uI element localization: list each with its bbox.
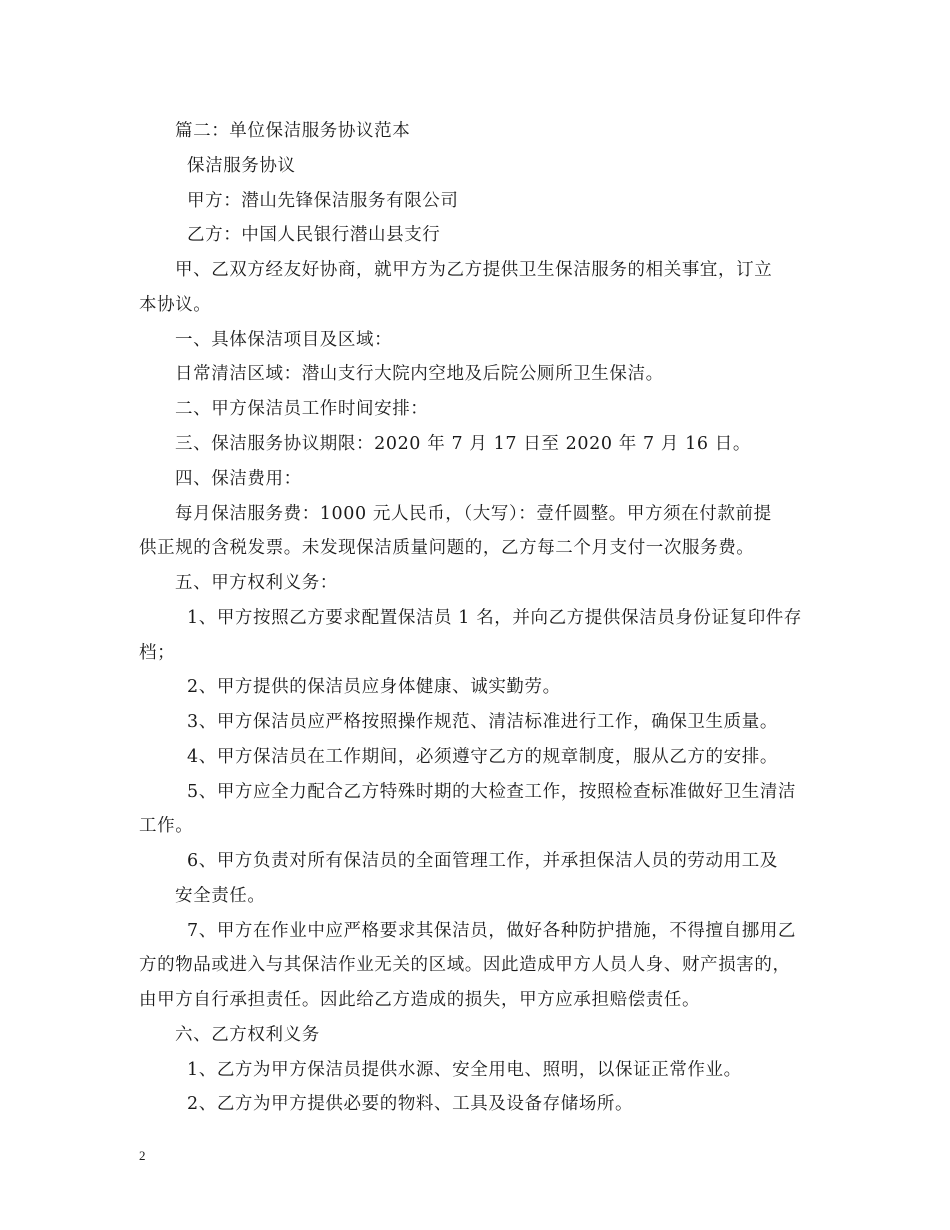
item-5-7-line-1: 7、甲方在作业中应严格要求其保洁员，做好各种防护措施，不得擅自挪用乙 bbox=[187, 921, 797, 941]
clause-6-heading: 六、乙方权利义务 bbox=[175, 1025, 320, 1045]
clause-3-text: 三、保洁服务协议期限：2020 年 7 月 17 日至 2020 年 7 月 16 日。 bbox=[175, 434, 751, 454]
clause-1-text: 日常清洁区域：潜山支行大院内空地及后院公厕所卫生保洁。 bbox=[175, 364, 664, 384]
clause-4-heading: 四、保洁费用： bbox=[175, 469, 302, 489]
item-6-2: 2、乙方为甲方提供必要的物料、工具及设备存储场所。 bbox=[187, 1094, 634, 1114]
item-6-1: 1、乙方为甲方保洁员提供水源、安全用电、照明，以保证正常作业。 bbox=[187, 1060, 742, 1080]
item-5-3: 3、甲方保洁员应严格按照操作规范、清洁标准进行工作，确保卫生质量。 bbox=[187, 712, 778, 732]
fee-line-2: 供正规的含税发票。未发现保洁质量问题的，乙方每二个月支付一次服务费。 bbox=[139, 538, 755, 558]
fee-line-1: 每月保洁服务费：1000 元人民币，（大写）：壹仟圆整。甲方须在付款前提 bbox=[175, 504, 772, 524]
item-5-7-line-3: 由甲方自行承担责任。因此给乙方造成的损失，甲方应承担赔偿责任。 bbox=[139, 990, 701, 1010]
party-a-line: 甲方：潜山先锋保洁服务有限公司 bbox=[187, 191, 459, 211]
item-5-4: 4、甲方保洁员在工作期间，必须遵守乙方的规章制度，服从乙方的安排。 bbox=[187, 747, 778, 767]
preamble-line-1: 甲、乙双方经友好协商，就甲方为乙方提供卫生保洁服务的相关事宜，订立 bbox=[175, 260, 773, 280]
party-b-line: 乙方：中国人民银行潜山县支行 bbox=[187, 225, 441, 245]
clause-5-heading: 五、甲方权利义务： bbox=[175, 573, 338, 593]
clause-1-heading: 一、具体保洁项目及区域： bbox=[175, 330, 393, 350]
item-5-1-line-2: 档； bbox=[139, 643, 176, 663]
item-5-5-line-2: 工作。 bbox=[139, 816, 194, 836]
preamble-line-2: 本协议。 bbox=[139, 295, 212, 315]
agreement-title: 保洁服务协议 bbox=[187, 156, 296, 176]
item-5-7-line-2: 方的物品或进入与其保洁作业无关的区域。因此造成甲方人员人身、财产损害的， bbox=[139, 955, 791, 975]
page-number: 2 bbox=[139, 1148, 146, 1163]
item-5-1-line-1: 1、甲方按照乙方要求配置保洁员 1 名，并向乙方提供保洁员身份证复印件存 bbox=[187, 608, 802, 628]
item-5-2: 2、甲方提供的保洁员应身体健康、诚实勤劳。 bbox=[187, 677, 561, 697]
item-5-5-line-1: 5、甲方应全力配合乙方特殊时期的大检查工作，按照检查标准做好卫生清洁 bbox=[187, 782, 797, 802]
section-heading: 篇二：单位保洁服务协议范本 bbox=[175, 121, 411, 141]
item-5-6-line-1: 6、甲方负责对所有保洁员的全面管理工作，并承担保洁人员的劳动用工及 bbox=[187, 851, 778, 871]
clause-2-heading: 二、甲方保洁员工作时间安排： bbox=[175, 399, 429, 419]
item-5-6-line-2: 安全责任。 bbox=[175, 886, 266, 906]
